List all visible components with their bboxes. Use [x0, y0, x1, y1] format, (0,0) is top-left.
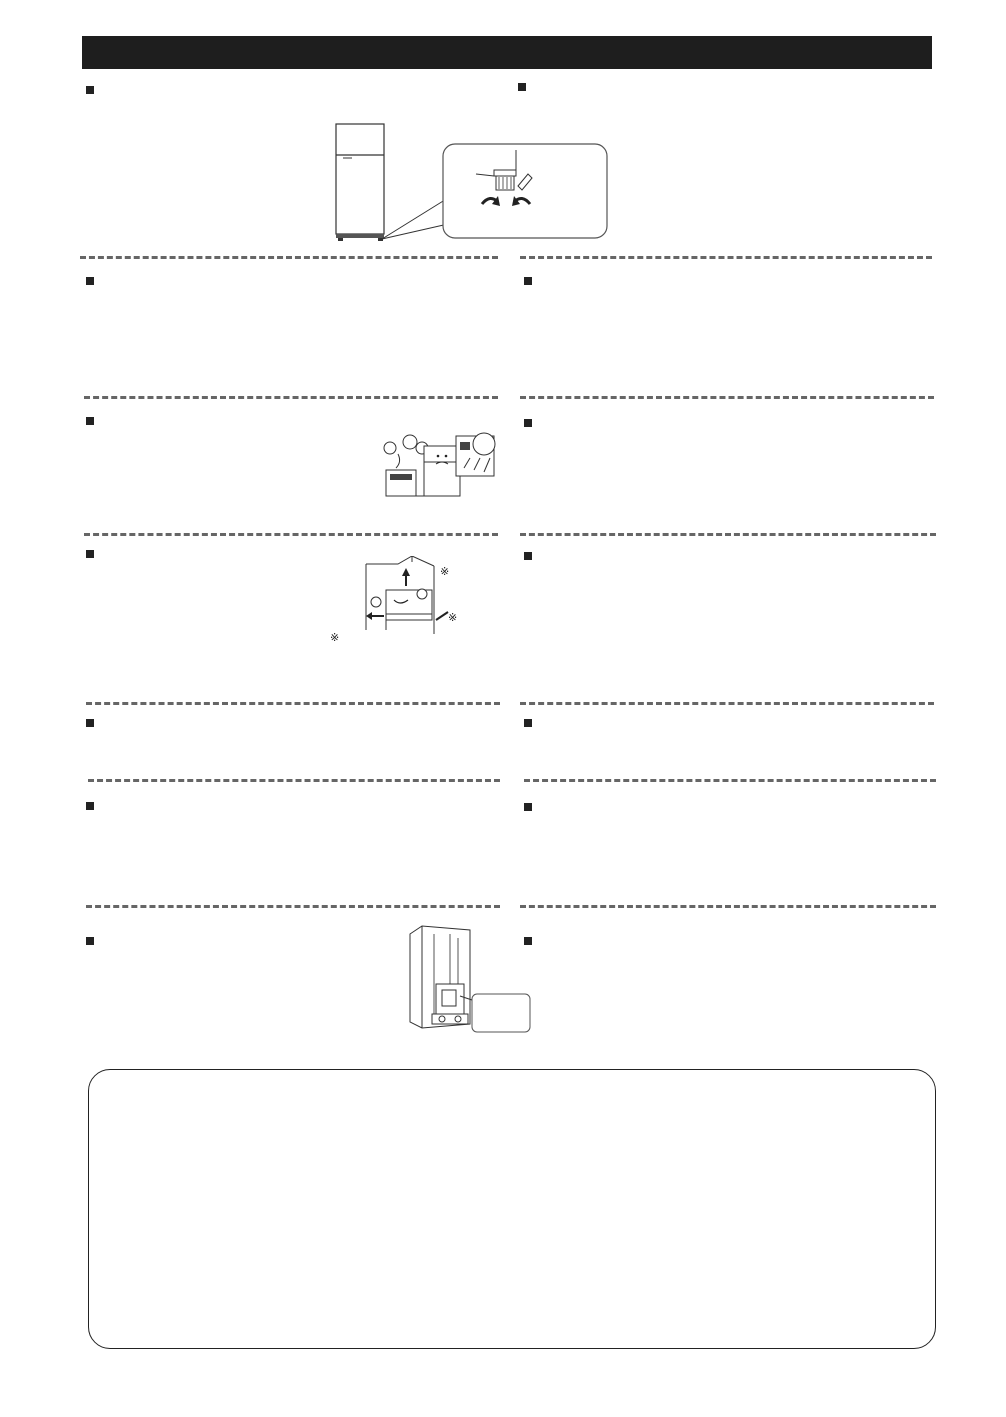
reference-mark: ※: [440, 565, 450, 578]
rotate-arrows-icon: [478, 192, 534, 212]
section-marker-square-icon: [524, 552, 532, 560]
section-divider: [520, 396, 934, 399]
section-marker-square-icon: [524, 719, 532, 727]
section-divider: [520, 533, 936, 536]
section-divider: [520, 256, 932, 259]
section-divider: [86, 702, 500, 705]
header-bar: [82, 36, 932, 69]
section-divider: [86, 905, 500, 908]
section-divider: [520, 702, 934, 705]
section-divider: [84, 396, 498, 399]
section-marker-square-icon: [518, 83, 526, 91]
section-marker-square-icon: [86, 277, 94, 285]
section-marker-square-icon: [86, 719, 94, 727]
reference-mark: ※: [448, 611, 458, 624]
section-marker-square-icon: [86, 937, 94, 945]
section-divider: [88, 779, 500, 782]
section-marker-square-icon: [86, 802, 94, 810]
section-divider: [524, 779, 936, 782]
heat-sources-warning-icon: [380, 428, 500, 498]
section-marker-square-icon: [524, 803, 532, 811]
section-marker-square-icon: [86, 417, 94, 425]
section-marker-square-icon: [524, 277, 532, 285]
section-marker-square-icon: [86, 86, 94, 94]
section-marker-square-icon: [524, 419, 532, 427]
section-divider: [80, 256, 498, 259]
section-divider: [520, 905, 936, 908]
back-panel-caption: [474, 1004, 528, 1024]
reference-mark: ※: [330, 631, 340, 644]
section-divider: [84, 533, 498, 536]
notice-box: [88, 1069, 936, 1349]
section-marker-square-icon: [86, 550, 94, 558]
